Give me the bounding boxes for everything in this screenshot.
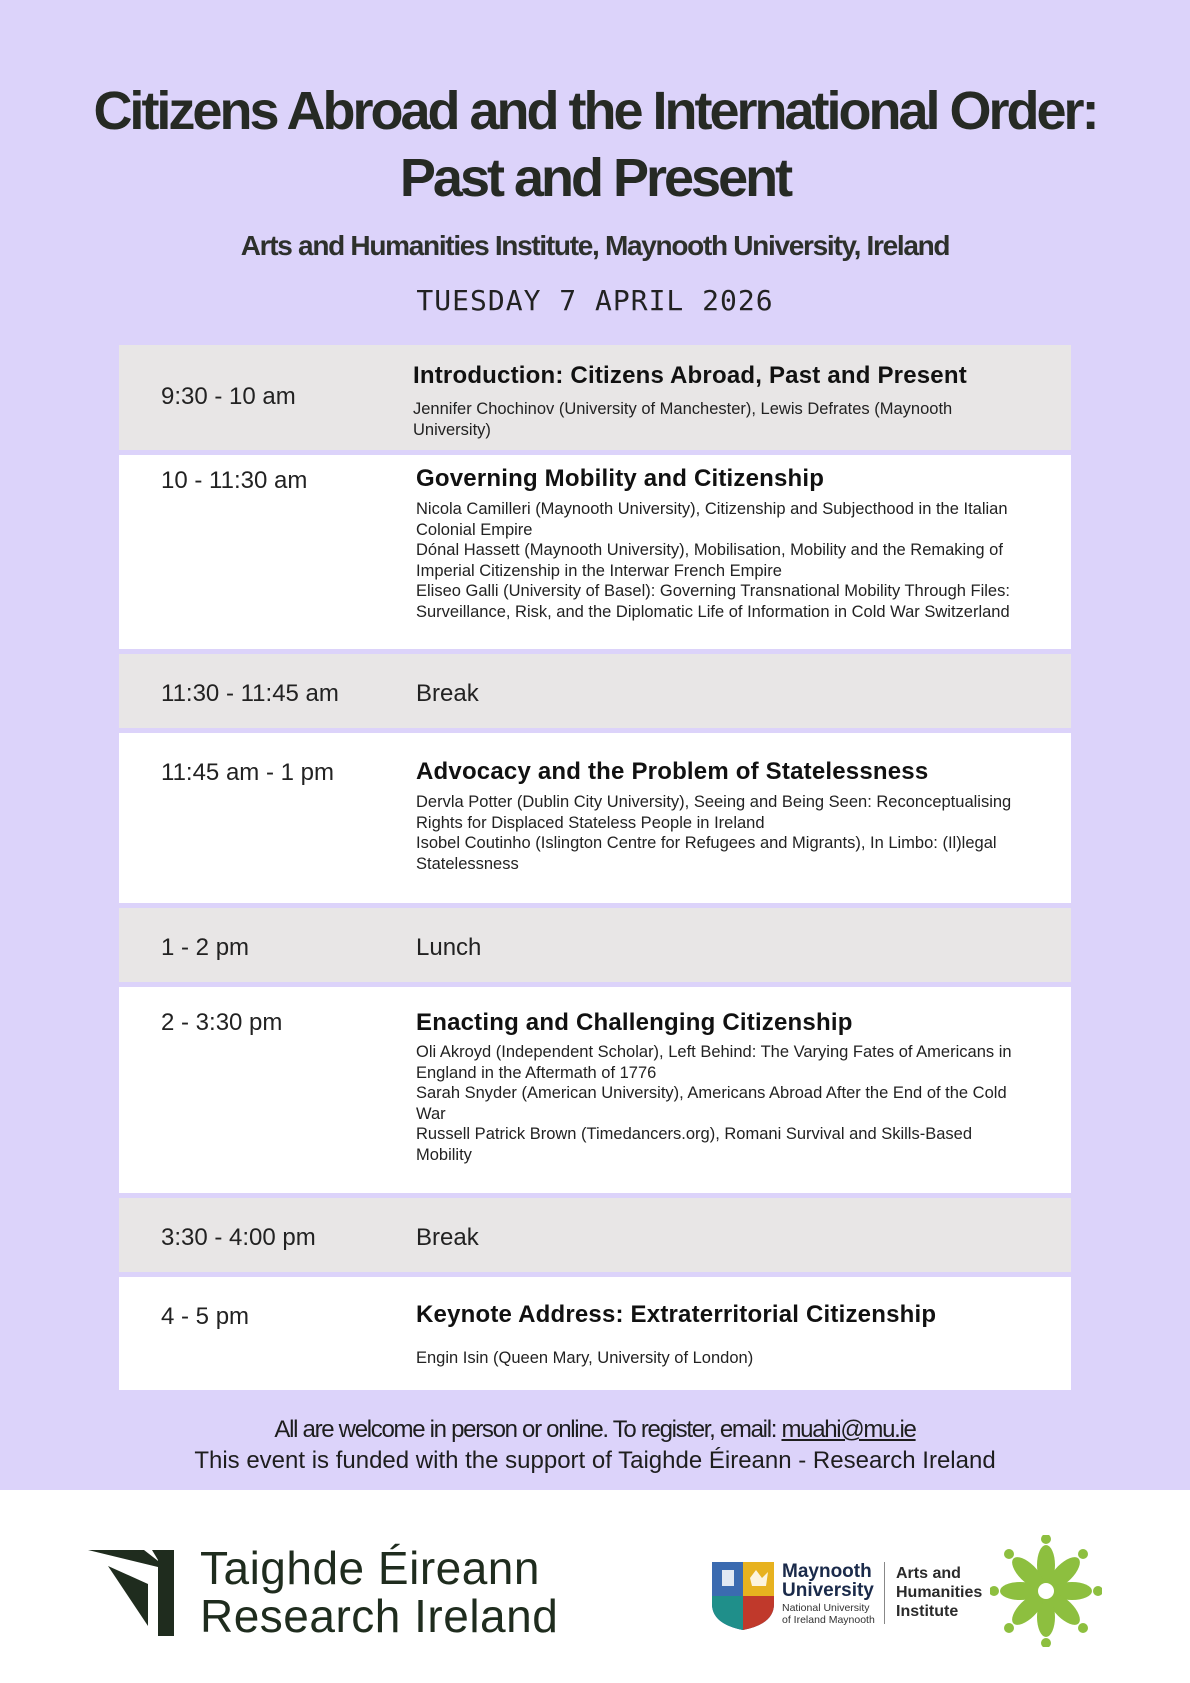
session-content — [416, 1301, 1031, 1369]
maynooth-sub-line: of Ireland Maynooth — [782, 1614, 875, 1626]
register-email-link[interactable]: muahi@mu.ie — [781, 1416, 916, 1443]
session-time: 10 - 11:30 am — [161, 467, 308, 494]
logo-band — [0, 1490, 1190, 1683]
session-content — [413, 362, 1031, 440]
session-speaker: Russell Patrick Brown (Timedancers.org), Romani Survival and Skills-Based Mobility — [416, 1125, 972, 1164]
schedule-row — [119, 1277, 1071, 1390]
schedule-row — [119, 1198, 1071, 1277]
session-time: 1 - 2 pm — [161, 934, 250, 961]
session-title: Governing Mobility and Citizenship — [416, 465, 825, 492]
session-title: Introduction: Citizens Abroad, Past and Present — [413, 362, 967, 389]
lunch-label: Lunch — [416, 934, 482, 961]
ahi-line: Institute — [896, 1603, 959, 1620]
session-time: 4 - 5 pm — [161, 1303, 250, 1330]
venue-subtitle: Arts and Humanities Institute, Maynooth University, Ireland — [240, 230, 950, 261]
session-speaker: Jennifer Chochinov (University of Manchester), Lewis Defrates (Maynooth University) — [413, 400, 953, 439]
session-time: 11:45 am - 1 pm — [161, 759, 334, 786]
research-ireland-line: Research Ireland — [200, 1590, 559, 1642]
session-time: 2 - 3:30 pm — [161, 1009, 283, 1036]
session-speaker: Dervla Potter (Dublin City University), Seeing and Being Seen: Reconceptualising Rights for Displaced Stateless People in Ireland — [416, 793, 1012, 832]
session-speaker: Nicola Camilleri (Maynooth University), Citizenship and Subjecthood in the Italian Colonial Empire — [416, 500, 1008, 539]
maynooth-line: Maynooth — [782, 1561, 872, 1582]
maynooth-wordmark — [782, 1562, 874, 1600]
schedule-table — [119, 345, 1071, 1390]
session-content — [416, 758, 1031, 874]
session-time: 11:30 - 11:45 am — [161, 680, 339, 707]
ahi-line: Humanities — [896, 1584, 983, 1601]
session-time: 9:30 - 10 am — [161, 383, 296, 410]
maynooth-subtitle — [782, 1602, 875, 1626]
page-title: Citizens Abroad and the International Order: Past and Present — [93, 81, 1097, 208]
maynooth-crest-icon — [710, 1560, 776, 1632]
research-ireland-line: Taighde Éireann — [200, 1542, 540, 1594]
research-ireland-wordmark — [200, 1544, 558, 1640]
session-content — [416, 1009, 1031, 1166]
schedule-row — [119, 345, 1071, 455]
schedule-row — [119, 908, 1071, 987]
logo-divider — [884, 1562, 885, 1624]
maynooth-line: University — [782, 1580, 874, 1601]
schedule-row — [119, 987, 1071, 1198]
session-title: Enacting and Challenging Citizenship — [416, 1009, 853, 1036]
session-speaker: Sarah Snyder (American University), Americans Abroad After the End of the Cold War — [416, 1084, 1007, 1123]
session-speaker: Isobel Coutinho (Islington Centre for Refugees and Migrants), In Limbo: (Il)legal Statelessness — [416, 834, 997, 873]
research-ireland-logo-icon — [88, 1550, 174, 1636]
session-title: Advocacy and the Problem of Statelessness — [416, 758, 929, 785]
event-date: TUESDAY 7 APRIL 2026 — [416, 284, 774, 317]
ahi-line: Arts and — [896, 1565, 961, 1582]
session-content — [416, 465, 1031, 623]
ahi-wordmark — [896, 1564, 982, 1621]
session-speaker: Engin Isin (Queen Mary, University of London) — [416, 1349, 754, 1367]
schedule-row — [119, 733, 1071, 908]
registration-note — [40, 1416, 1150, 1444]
registration-text: All are welcome in person or online. To register, email: — [274, 1416, 782, 1443]
break-label: Break — [416, 680, 479, 707]
session-title: Keynote Address: Extraterritorial Citizenship — [416, 1301, 937, 1328]
maynooth-sub-line: National University — [782, 1602, 870, 1614]
session-speaker: Dónal Hassett (Maynooth University), Mobilisation, Mobility and the Remaking of Imperial Citizenship in the Interwar French Empire — [416, 541, 1003, 580]
funding-note: This event is funded with the support of Taighde Éireann - Research Ireland — [194, 1447, 996, 1474]
schedule-row — [119, 455, 1071, 654]
ahi-flower-icon — [990, 1535, 1102, 1647]
session-speaker: Eliseo Galli (University of Basel): Governing Transnational Mobility Through Files: Surveillance, Risk, and the Diplomatic Life of Information in Cold War Switzerland — [416, 582, 1010, 621]
schedule-row — [119, 654, 1071, 733]
session-speaker: Oli Akroyd (Independent Scholar), Left Behind: The Varying Fates of Americans in England in the Aftermath of 1776 — [416, 1043, 1012, 1082]
session-time: 3:30 - 4:00 pm — [161, 1224, 316, 1251]
break-label: Break — [416, 1224, 479, 1251]
